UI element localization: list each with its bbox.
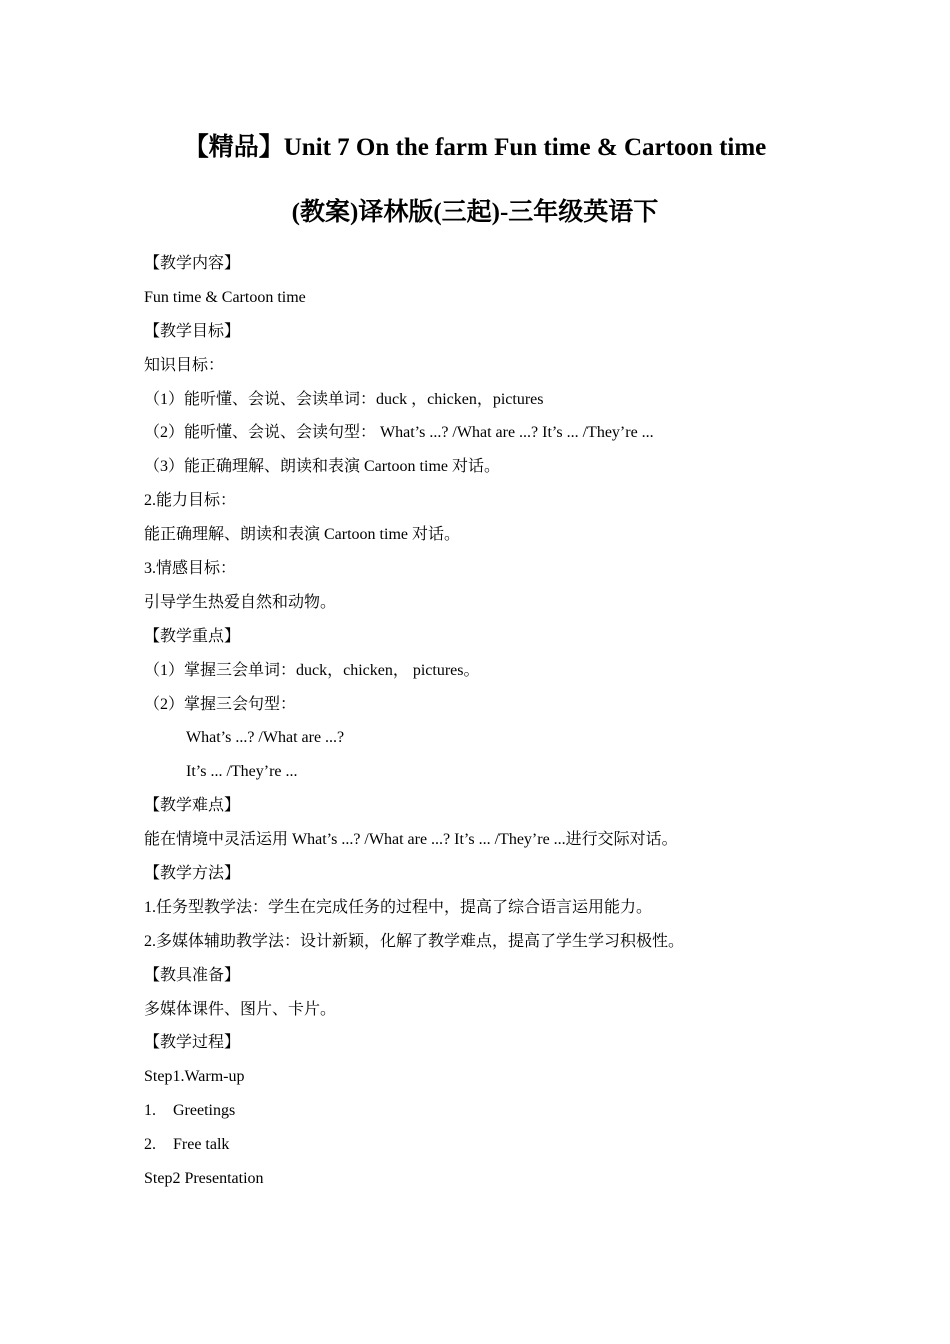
section-heading-difficulties: 【教学难点】 [144, 797, 241, 815]
paragraph: （2）能听懂、会说、会读句型： What’s ...? /What are ...? It’s ... /They’re ... [144, 424, 654, 442]
indented-sentence: It’s ... /They’re ... [186, 763, 298, 781]
paragraph: （1）能听懂、会说、会读单词：duck ，chicken，pictures [144, 390, 544, 408]
paragraph: （3）能正确理解、朗读和表演 Cartoon time 对话。 [144, 458, 500, 476]
step-heading: Step2 Presentation [144, 1170, 264, 1188]
paragraph: 能正确理解、朗读和表演 Cartoon time 对话。 [144, 526, 460, 544]
section-heading-materials: 【教具准备】 [144, 966, 241, 984]
document-title-line-2: (教案)译林版(三起)-三年级英语下 [291, 199, 659, 226]
section-heading-goals: 【教学目标】 [144, 322, 241, 340]
paragraph: 引导学生热爱自然和动物。 [144, 593, 337, 611]
section-heading-key-points: 【教学重点】 [144, 627, 241, 645]
paragraph: 多媒体课件、图片、卡片。 [144, 1000, 337, 1018]
list-item [144, 1099, 824, 1133]
paragraph: （1）掌握三会单词：duck，chicken， pictures。 [144, 661, 480, 679]
paragraph: 1.任务型教学法：学生在完成任务的过程中，提高了综合语言运用能力。 [144, 898, 653, 916]
paragraph: 能在情境中灵活运用 What’s ...? /What are ...? It’s ... /They’re ...进行交际对话。 [144, 831, 678, 849]
indented-sentence: What’s ...? /What are ...? [186, 729, 345, 747]
document-title-line-1: 【精品】Unit 7 On the farm Fun time & Cartoon time [183, 134, 767, 161]
section-heading-content: 【教学内容】 [144, 255, 241, 272]
section-heading-methods: 【教学方法】 [144, 865, 241, 883]
paragraph: 2.能力目标： [144, 492, 237, 510]
list-item-number: 2. [144, 1136, 156, 1154]
list-item-number: 1. [144, 1102, 156, 1120]
list-item [144, 1133, 824, 1167]
section-heading-process: 【教学过程】 [144, 1034, 241, 1052]
list-item-text: Greetings [173, 1102, 236, 1120]
paragraph: 2.多媒体辅助教学法：设计新颖，化解了教学难点，提高了学生学习积极性。 [144, 932, 685, 950]
step-heading: Step1.Warm-up [144, 1068, 245, 1086]
paragraph: Fun time & Cartoon time [144, 288, 306, 306]
list-item-text: Free talk [173, 1136, 230, 1154]
paragraph: 3.情感目标： [144, 560, 237, 578]
document-body [144, 252, 824, 1201]
paragraph: （2）掌握三会句型： [144, 695, 297, 713]
paragraph: 知识目标： [144, 356, 225, 374]
